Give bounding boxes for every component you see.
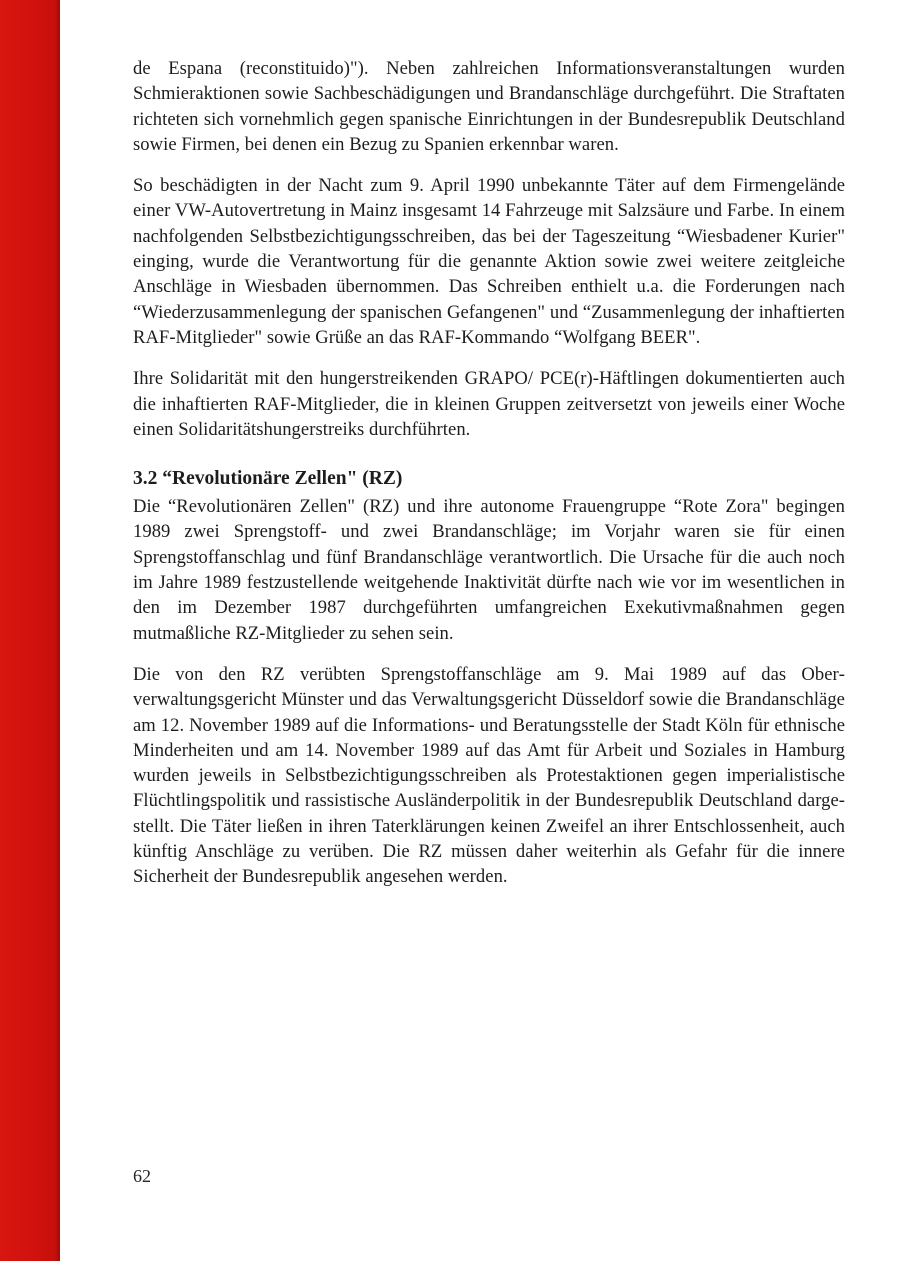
paragraph-rz-attacks: Die von den RZ verübten Sprengstoffanschläge am 9. Mai 1989 auf das Oberverwaltungsgericht Münster und das Verwaltungsgericht Düsseldorf sowie die Brandanschläge am 12. November 1989 auf die Informations- und Beratungsstelle der Stadt Köln für ethnische Minderheiten und am 14. November 1989 auf das Amt für Arbeit und Soziales in Hamburg wurden jeweils in Selbstbezichtigungsschreiben als Protestaktionen gegen imperialistische Flüchtlingspolitik und rassistische Ausländerpolitik in der Bundesrepublik Deutschland dargestellt. Die Täter ließen in ihren Taterklärungen keinen Zweifel an ihrer Entschlossenheit, auch künftig Anschläge zu verüben. Die RZ müssen daher weiterhin als Gefahr für die innere Sicherheit der Bundesrepublik angesehen werden. [133,663,845,888]
page-content [133,56,845,890]
section-heading-rz: 3.2 “Revolutionäre Zellen" (RZ) [133,468,403,490]
paragraph-spain-actions: de Espana (reconstituido)"). Neben zahlreichen Informationsveranstaltungen wurden Schmieraktionen sowie Sachbeschädigungen und Brandanschläge durchgeführt. Die Straftaten richteten sich vornehmlich gegen spanische Einrichtungen in der Bundesrepublik Deutschland sowie Firmen, bei denen ein Bezug zu Spanien erkennbar waren. [133,58,845,155]
paragraph-mainz-attack: So beschädigten in der Nacht zum 9. April 1990 unbekannte Täter auf dem Firmengelände einer VW-Autovertretung in Mainz insgesamt 14 Fahrzeuge mit Salzsäure und Farbe. In einem nachfolgenden Selbstbezichtigungsschreiben, das bei der Tageszeitung “Wiesbadener Kurier" einging, wurde die Verantwortung für die genannte Aktion sowie zwei weitere zeitgleiche Anschläge in Wiesbaden übernommen. Das Schreiben enthielt u.a. die Forderungen nach “Wiederzusammenlegung der spanischen Gefangenen" und “Zusammenlegung der inhaftierten RAF-Mitglieder" sowie Grüße an das RAF-Kommando “Wolfgang BEER". [133,175,845,348]
paragraph-hunger-strike: Ihre Solidarität mit den hungerstreikenden GRAPO/ PCE(r)-Häftlingen dokumentierten auch die inhaftierten RAF-Mitglieder, die in kleinen Gruppen zeitversetzt von jeweils einer Woche einen Solidaritätshungerstreiks durchführten. [133,368,845,440]
page-number: 62 [133,1166,151,1186]
paragraph-rz-overview: Die “Revolutionären Zellen" (RZ) und ihre autonome Frauengruppe “Rote Zora" begingen 1989 zwei Sprengstoff- und zwei Brandanschläge; im Vorjahr waren sie für einen Sprengstoffanschlag und fünf Brandanschläge verantwortlich. Die Ursache für die auch noch im Jahre 1989 festzustellende weitgehende Inaktivität dürfte nach wie vor im wesentlichen in den im Dezember 1987 durchgeführten umfangreichen Exekutivmaßnahmen gegen mutmaßliche RZ-Mitglieder zu sehen sein. [133,496,845,644]
red-margin-bar [0,0,60,1261]
